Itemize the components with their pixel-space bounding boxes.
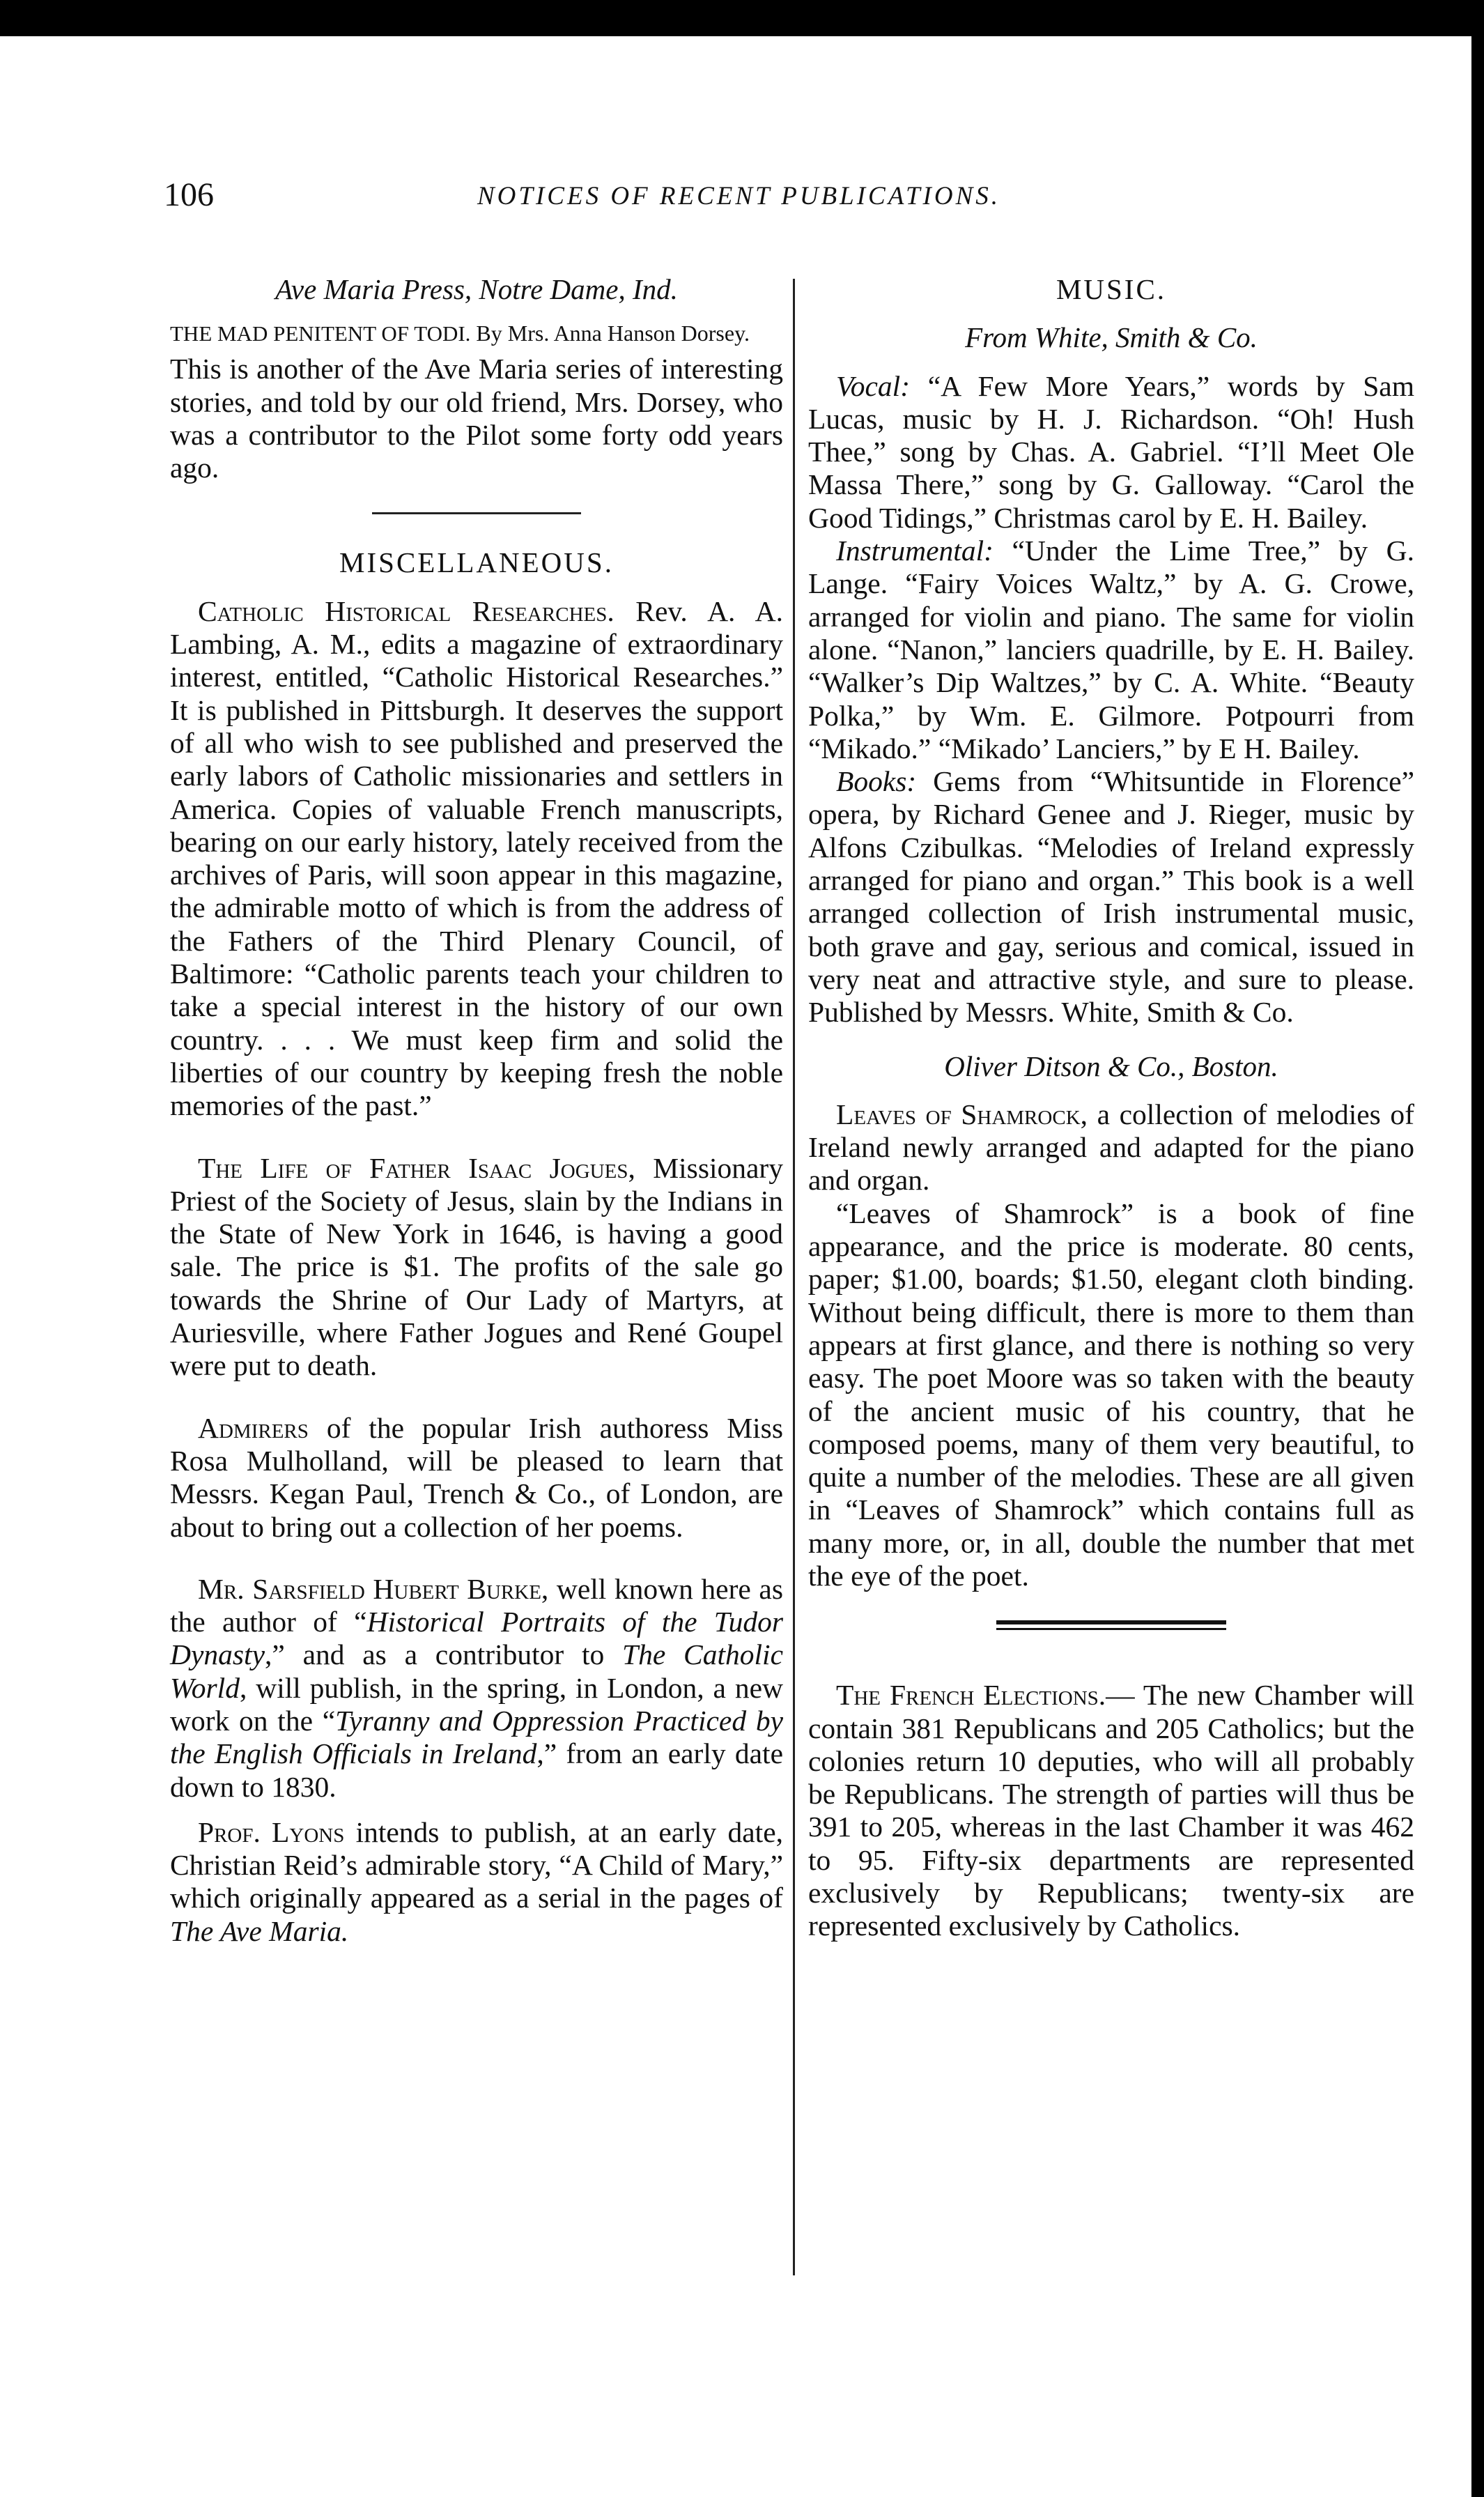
item-admirers <box>170 1412 783 1544</box>
running-head <box>164 176 1139 224</box>
item-father-jogues <box>170 1152 783 1383</box>
item-text: ,” and as a contributor to <box>265 1638 623 1671</box>
item-books <box>808 765 1414 1029</box>
item-text: Rev. A. A. Lambing, A. M., edits a magazine of extraordinary interest, entitled, “Catholic Historical Researches.” It is published in Pittsburgh. It deserves the support of all who wish to see published and preserved the early labors of Catholic missionaries and settlers in America. Copies of valuable French manuscripts, bearing on our early history, lately received from the archives of Paris, will soon appear in this magazine, the admirable motto of which is from the address of the Fathers of the Third Plenary Council, of Baltimore: “Catholic parents teach your children to take a special interest in the history of our own country. . . . We must keep firm and solid the liberties of our country by keeping fresh the noble memories of the past.” <box>170 594 784 1122</box>
column-divider <box>793 279 795 2275</box>
item-catholic-historical <box>170 595 783 1123</box>
item-text: a collection of melodies of Ireland newly arranged and adapted for the piano and organ. <box>808 1098 1414 1197</box>
book-author: By Mrs. Anna Hanson Dorsey. <box>476 321 750 346</box>
item-lead: The Life of Father Isaac Jogues, <box>198 1151 635 1184</box>
item-text: “A Few More Years,” words by Sam Lucas, music by H. J. Richardson. “Oh! Hush Thee,” song by Chas. A. Gabriel. “I’ll Meet Ole Massa There,” song by G. Galloway. “Carol the Good Tidings,” Christmas carol by E. H. Bailey. <box>808 369 1414 534</box>
book-title: Tyranny and Oppression Practiced by the English Officials in Ireland <box>170 1704 783 1770</box>
item-text: Gems from “Whitsuntide in Florence” opera, by Richard Genee and J. Rieger, music by Alfons Czibulkas. “Melodies of Ireland expressly arranged for piano and organ.” This book is a well arranged collection of Irish instrumental music, both grave and gay, serious and comical, issued in very neat and attractive style, and sure to please. Published by Messrs. White, Smith & Co. <box>808 765 1414 1029</box>
item-lead: The French Elections. <box>836 1679 1106 1712</box>
item-text: — The new Chamber will contain 381 Republicans and 205 Catholics; but the colonies return 10 deputies, who will all probably be Republicans. The strength of parties will thus be 391 to 205, whereas in the last Chamber it was 462 to 95. Fifty-six departments are represented exclusively by Republicans; twenty-six are represented exclusively by Catholics. <box>808 1679 1414 1942</box>
left-column <box>170 273 783 1948</box>
section-rule <box>372 512 581 514</box>
category-label: Books: <box>836 765 917 798</box>
publisher-heading-ditson: Oliver Ditson & Co., Boston. <box>944 1050 1278 1082</box>
item-text: intends to publish, at an early date, Christian Reid’s admirable story, “A Child of Mary,” which originally appeared as a serial in the pages of <box>170 1815 783 1914</box>
miscellaneous-heading: MISCELLANEOUS. <box>339 546 614 579</box>
item-shamrock-review: “Leaves of Shamrock” is a book of fine appearance, and the price is moderate. 80 cents, paper; $1.00, boards; $1.50, elegant cloth binding. Without being difficult, there is more to them than appears at first glance, and there is nothing so very easy. The poet Moore was so taken with the beauty of the ancient music of his country, that he composed poems, many of them very beautiful, to quite a number of the melodies. These are all given in “Leaves of Shamrock” which contains full as many more, or, in all, double the number that met the eye of the poet. <box>808 1197 1414 1592</box>
item-lead: Catholic Historical Researches. <box>198 594 615 627</box>
page-number: 106 <box>164 176 214 213</box>
category-label: Vocal: <box>836 369 911 402</box>
item-lead: Mr. Sarsfield Hubert Burke, <box>198 1572 549 1605</box>
item-text: , will publish, in the spring, in London, a new work on the “ <box>170 1671 783 1737</box>
item-lead: Prof. Lyons <box>198 1815 345 1848</box>
item-lead: Leaves of Shamrock, <box>836 1098 1088 1130</box>
item-instrumental <box>808 535 1414 765</box>
right-column <box>808 273 1414 1943</box>
item-text: “Under the Lime Tree,” by G. Lange. “Fairy Voices Waltz,” by A. G. Crowe, arranged for violin and piano. The same for violin alone. “Nanon,” lanciers quadrille, by E. H. Bailey. “Walker’s Dip Waltzes,” by C. A. White. “Beauty Polka,” by Wm. E. Gilmore. Potpourri from “Mikado.” “Mikado’ Lanciers,” by E H. Bailey. <box>808 535 1414 765</box>
item-lead: Admirers <box>198 1411 309 1444</box>
music-heading: MUSIC. <box>1056 273 1167 305</box>
citation-mad-penitent <box>170 321 783 346</box>
item-french-elections <box>808 1679 1414 1942</box>
item-prof-lyons <box>170 1816 783 1948</box>
book-title: Historical Portraits of the Tudor Dynasty <box>170 1606 783 1671</box>
periodical-title: The Ave Maria. <box>170 1914 349 1947</box>
item-text: well known here as the author of “ <box>170 1572 783 1638</box>
review-mad-penitent: This is another of the Ave Maria series of interesting stories, and told by our old friend, Mrs. Dorsey, who was a contributor to the Pilot some forty odd years ago. <box>170 353 783 484</box>
item-vocal <box>808 370 1414 535</box>
running-title: NOTICES OF RECENT PUBLICATIONS. <box>477 182 1000 210</box>
category-label: Instrumental: <box>836 535 994 567</box>
section-double-rule <box>996 1620 1226 1630</box>
item-sarsfield-burke <box>170 1573 783 1804</box>
publisher-heading-ave-maria: Ave Maria Press, Notre Dame, Ind. <box>275 273 678 305</box>
top-scan-border <box>0 0 1484 36</box>
item-text: Missionary Priest of the Society of Jesus, slain by the Indians in the State of New York in 1646, is having a good sale. The price is $1. The profits of the sale go towards the Shrine of Our Lady of Martyrs, at Auriesville, where Father Jogues and René Goupel were put to death. <box>170 1151 783 1382</box>
item-text: of the popular Irish authoress Miss Rosa Mulholland, will be pleased to learn that Messrs. Kegan Paul, Trench & Co., of London, are about to bring out a collection of her poems. <box>170 1411 783 1543</box>
right-scan-border <box>1471 0 1484 2497</box>
book-title: THE MAD PENITENT OF TODI. <box>170 321 471 346</box>
periodical-title: The Catholic World <box>170 1638 783 1704</box>
item-leaves-of-shamrock <box>808 1098 1414 1197</box>
publisher-heading-white-smith: From White, Smith & Co. <box>965 321 1258 354</box>
item-text: ,” from an early date down to 1830. <box>170 1737 783 1803</box>
